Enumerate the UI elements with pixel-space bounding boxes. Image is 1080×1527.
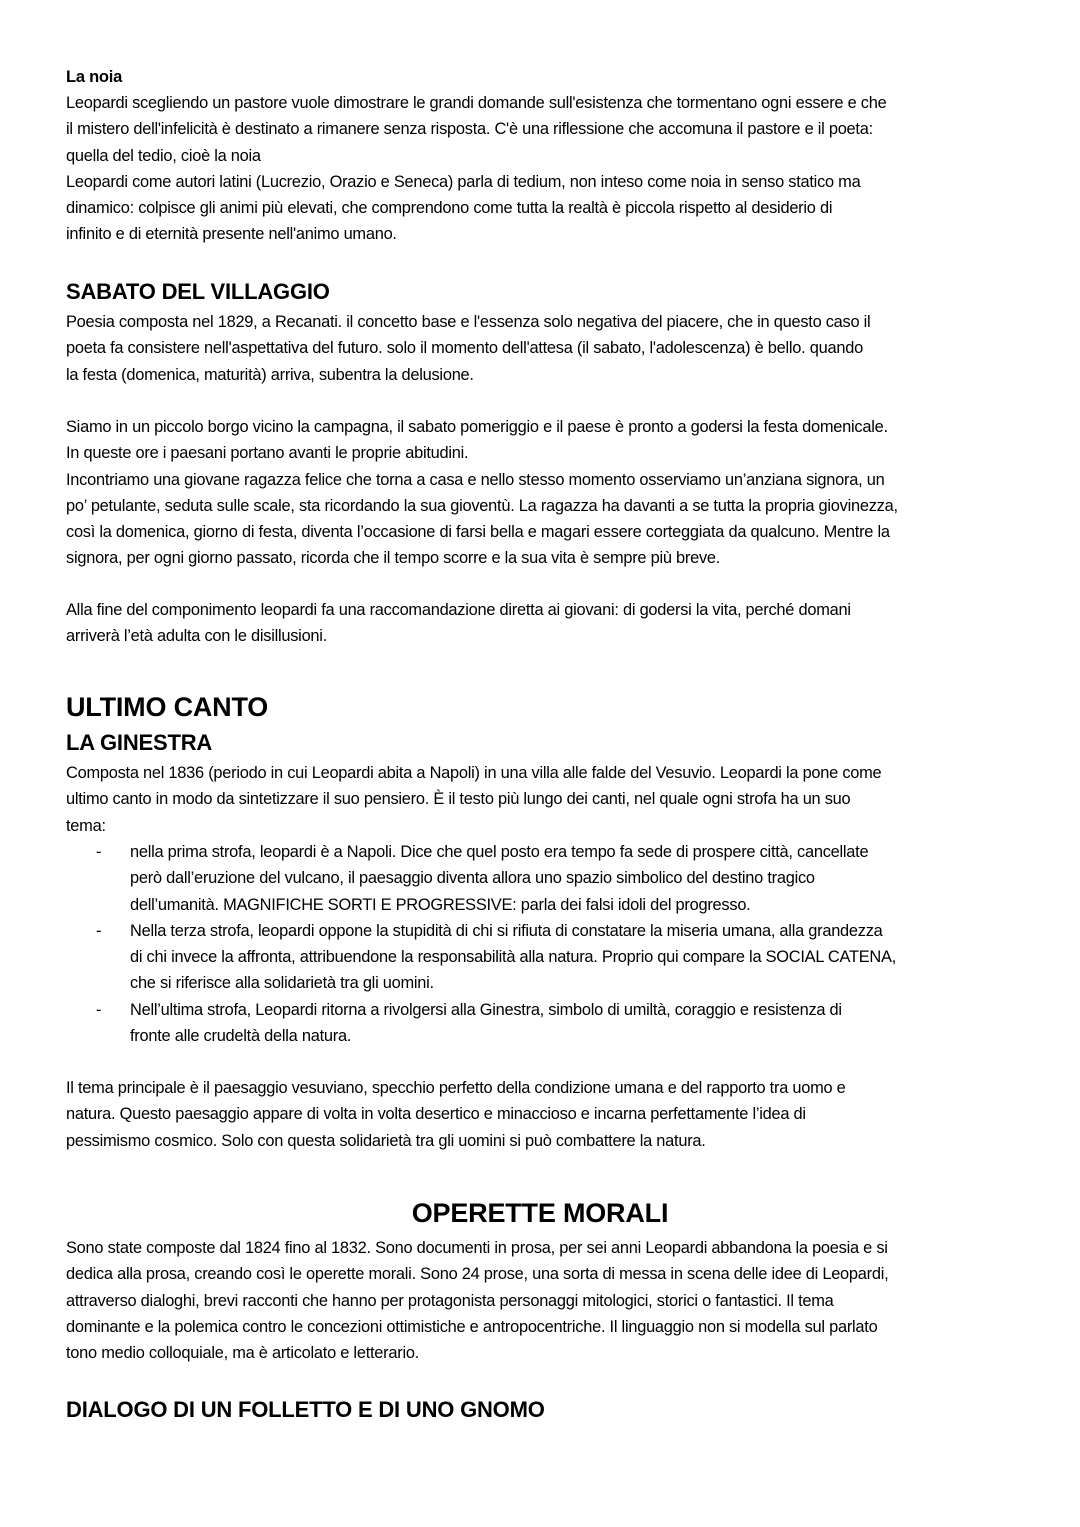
text-line: quella del tedio, cioè la noia (66, 146, 261, 165)
text-line: poeta fa consistere nell'aspettativa del futuro. solo il momento dell'attesa (il sabato, l'adolescenza) è bello. quando (66, 339, 863, 358)
operette-paragraph (66, 1235, 888, 1366)
text-line: dell’umanità. MAGNIFICHE SORTI E PROGRESSIVE: parla dei falsi idoli del progresso. (130, 895, 751, 914)
text-line: Nell’ultima strofa, Leopardi ritorna a rivolgersi alla Ginestra, simbolo di umiltà, coraggio e resistenza di (130, 1000, 842, 1019)
text-line: Siamo in un piccolo borgo vicino la campagna, il sabato pomeriggio e il paese è pronto a godersi la festa domenicale. (66, 418, 888, 436)
bullet-dash: - (96, 921, 102, 940)
text-line: pessimismo cosmico. Solo con questa solidarietà tra gli uomini si può combattere la natura. (66, 1131, 706, 1150)
text-line: Sono state composte dal 1824 fino al 1832. Sono documenti in prosa, per sei anni Leopardi abbandona la poesia e si (66, 1239, 888, 1257)
ginestra-bullet-list (66, 839, 896, 1049)
text-line: Incontriamo una giovane ragazza felice che torna a casa e nello stesso momento osserviamo un’anziana signora, un (66, 470, 885, 489)
text-line: che si riferisce alla solidarietà tra gli uomini. (130, 974, 434, 993)
text-line: Alla fine del componimento leopardi fa una raccomandazione diretta ai giovani: di godersi la vita, perché domani (66, 601, 851, 619)
text-line: Nella terza strofa, leopardi oppone la stupidità di chi si rifiuta di constatare la miseria umana, alla grandezza (130, 921, 883, 940)
section-la-noia (66, 64, 886, 248)
heading-sabato-del-villaggio: SABATO DEL VILLAGGIO (66, 279, 330, 304)
text-line: Poesia composta nel 1829, a Recanati. il concetto base e l'essenza solo negativa del piacere, che in questo caso il (66, 313, 871, 331)
text-line: dedica alla prosa, creando così le operette morali. Sono 24 prose, una sorta di messa in scena delle idee di Leopardi, (66, 1265, 889, 1284)
ginestra-paragraph-2 (66, 1075, 846, 1154)
heading-operette-morali: OPERETTE MORALI (411, 1198, 669, 1228)
sabato-paragraph-1 (66, 309, 870, 388)
heading-dialogo-folletto-gnomo: DIALOGO DI UN FOLLETTO E DI UNO GNOMO (66, 1397, 545, 1422)
sabato-paragraph-2 (66, 414, 898, 572)
text-line: però dall’eruzione del vulcano, il paesaggio diventa allora uno spazio simbolico del destino tragico (130, 869, 815, 888)
text-line: di chi invece la affronta, attribuendone la responsabilità alla natura. Proprio qui compare la SOCIAL CATENA, (130, 948, 896, 967)
text-line: nella prima strofa, leopardi è a Napoli. Dice che quel posto era tempo fa sede di prospere città, cancellate (130, 843, 869, 861)
text-line: In queste ore i paesani portano avanti le proprie abitudini. (66, 444, 469, 463)
section-operette-morali (0, 1196, 1080, 1230)
list-item (66, 839, 896, 918)
text-line: signora, per ogni giorno passato, ricorda che il tempo scorre e la sua vita è sempre più breve. (66, 549, 721, 568)
text-line: la festa (domenica, maturità) arriva, subentra la delusione. (66, 365, 474, 384)
text-line: così la domenica, giorno di festa, diventa l’occasione di farsi bella e magari essere corteggiata da qualcuno. Mentre la (66, 523, 890, 542)
text-line: natura. Questo paesaggio appare di volta in volta desertico e minaccioso e incarna perfettamente l’idea di (66, 1105, 806, 1124)
list-item (66, 997, 896, 1050)
bullet-dash: - (96, 1000, 102, 1019)
text-line: dominante e la polemica contro le concezioni ottimistiche e antropocentriche. Il linguaggio non si modella sul parlato (66, 1317, 878, 1336)
text-line: Leopardi scegliendo un pastore vuole dimostrare le grandi domande sull'esistenza che tormentano ogni essere e che (66, 94, 887, 112)
text-line: Leopardi come autori latini (Lucrezio, Orazio e Seneca) parla di tedium, non inteso come noia in senso statico ma (66, 172, 861, 191)
text-line: arriverà l’età adulta con le disillusioni. (66, 627, 327, 646)
bullet-dash: - (96, 843, 102, 861)
heading-la-noia: La noia (66, 68, 123, 86)
text-line: Il tema principale è il paesaggio vesuviano, specchio perfetto della condizione umana e del rapporto tra uomo e (66, 1079, 846, 1097)
section-sabato (66, 277, 330, 307)
text-line: po’ petulante, seduta sulle scale, sta ricordando la sua gioventù. La ragazza ha davanti a se tutta la propria giovinezza, (66, 496, 898, 515)
text-line: attraverso dialoghi, brevi racconti che hanno per protagonista personaggi mitologici, storici o fantastici. Il tema (66, 1291, 834, 1310)
text-line: infinito e di eternità presente nell'animo umano. (66, 225, 397, 244)
ginestra-paragraph-1 (66, 760, 881, 839)
text-line: fronte alle crudeltà della natura. (130, 1027, 352, 1046)
text-line: tema: (66, 816, 106, 835)
text-line: tono medio colloquiale, ma è articolato e letterario. (66, 1344, 420, 1363)
text-line: ultimo canto in modo da sintetizzare il suo pensiero. È il testo più lungo dei canti, nel quale ogni strofa ha un suo (66, 790, 851, 809)
list-item (66, 918, 896, 997)
heading-la-ginestra: LA GINESTRA (66, 730, 213, 755)
section-dialogo (66, 1395, 545, 1425)
heading-ultimo-canto: ULTIMO CANTO (66, 692, 269, 722)
text-line: il mistero dell'infelicità è destinato a rimanere senza risposta. C'è una riflessione che accomuna il pastore e il poeta: (66, 120, 873, 139)
text-line: dinamico: colpisce gli animi più elevati, che comprendono come tutta la realtà è piccola rispetto al desiderio di (66, 199, 833, 218)
sabato-paragraph-3 (66, 597, 851, 650)
section-ultimo-canto (66, 690, 268, 724)
subsection-la-ginestra (66, 728, 212, 758)
text-line: Composta nel 1836 (periodo in cui Leopardi abita a Napoli) in una villa alle falde del Vesuvio. Leopardi la pone come (66, 764, 882, 782)
